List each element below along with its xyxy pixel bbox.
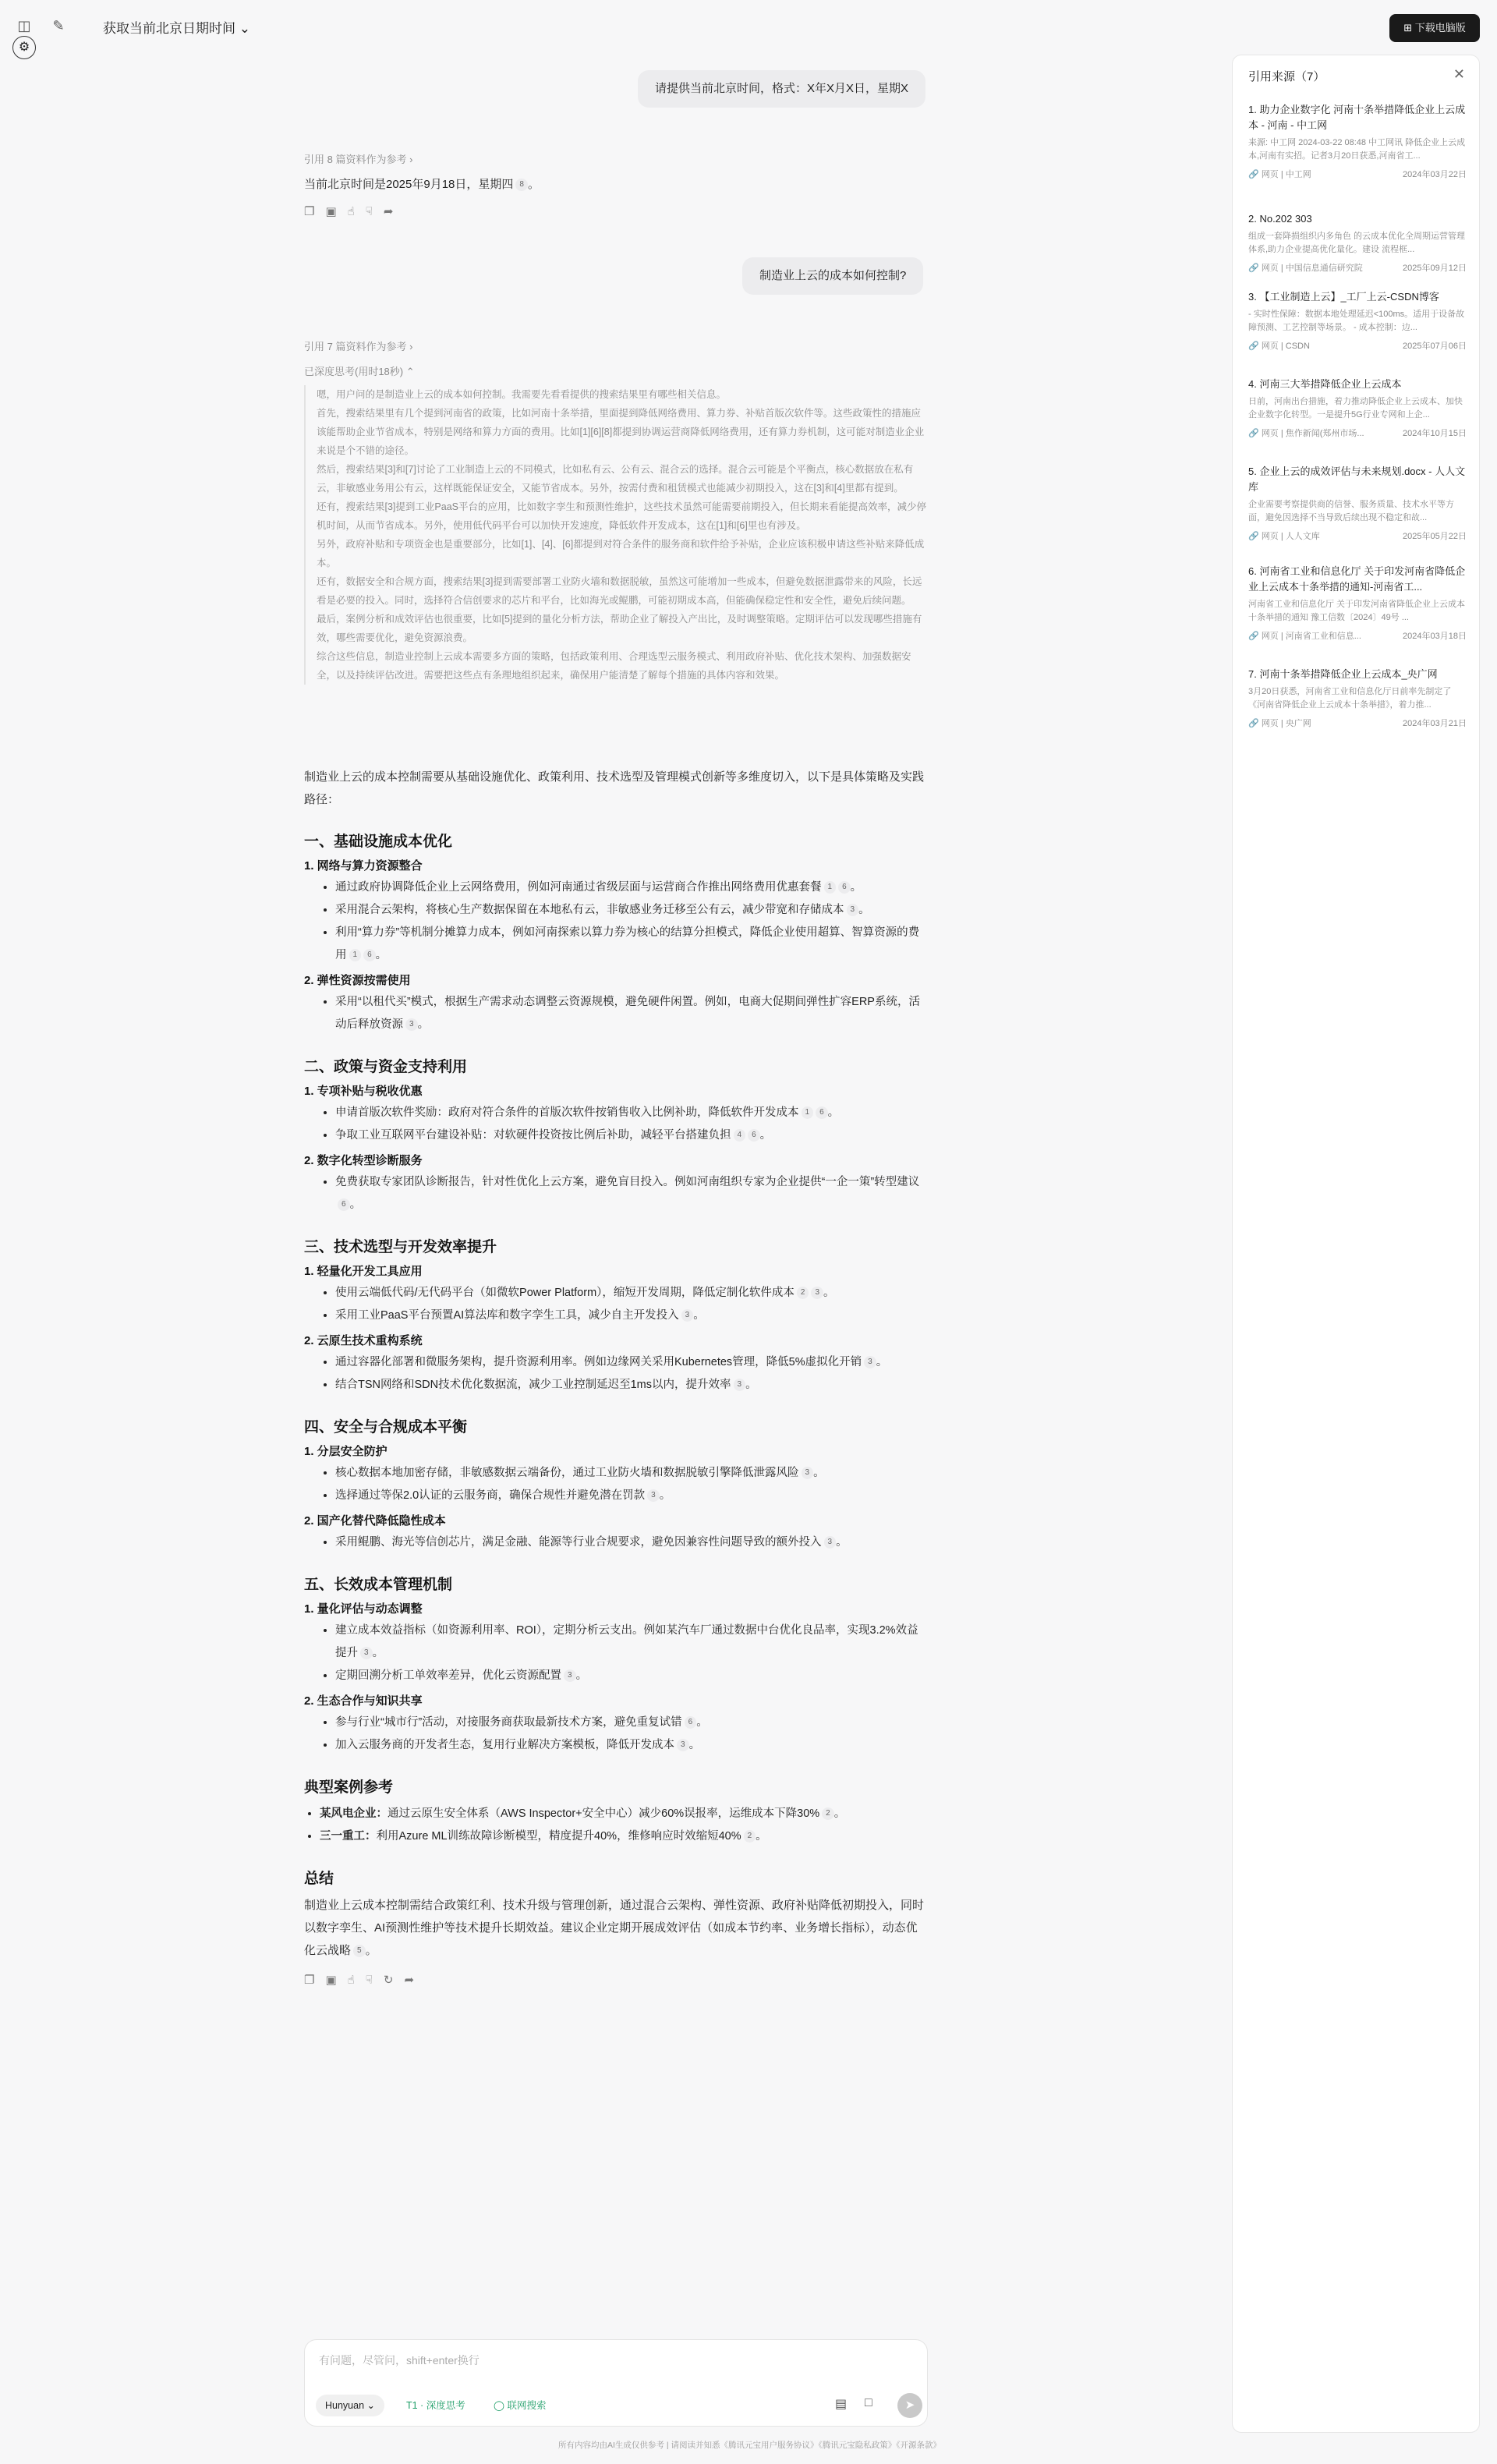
subsection-heading: 2. 生态合作与知识共享: [304, 1694, 423, 1708]
separator: |: [1278, 632, 1286, 641]
regenerate-icon[interactable]: ↻: [383, 1974, 405, 1987]
bullet-list: [304, 1282, 928, 1327]
thinking-process: [304, 385, 928, 685]
chat-input[interactable]: 有问题，尽管问，shift+enter换行: [319, 2354, 480, 2367]
citation-badge[interactable]: 3: [847, 904, 859, 916]
source-date: 2024年10月15日: [1403, 429, 1467, 438]
answer-intro: 制造业上云的成本控制需要从基础设施优化、政策利用、技术选型及管理模式创新等多维度切入，以下是具体策略及实践路径：: [304, 770, 925, 806]
list-item: • 参与行业“城市行”活动，对接服务商获取最新技术方案，避免重复试错 6 。: [335, 1712, 928, 1734]
case-text: 通过云原生安全体系（AWS Inspector+安全中心）减少60%误报率，运维成本下降30%: [388, 1807, 820, 1820]
separator: |: [1278, 429, 1286, 438]
list-item-text: 建立成本效益指标（如资源利用率、ROI），定期分析云支出。例如某汽车厂通过数据中台优化良品率，实现3.2%效益提升: [335, 1624, 918, 1659]
thinking-paragraph: 首先，搜索结果里有几个提到河南省的政策，比如河南十条举措，里面提到降低网络费用、算力券、补贴首版次软件等。这些政策性的措施应该能帮助企业节省成本，特别是网络和算力方面的费用。比如[1][6][8]都提到协调运营商降低网络费用，还有算力券机制，这可能对制造业企业来说是个不错的途径。: [317, 408, 925, 456]
web-search-button[interactable]: ◯ 联网搜索: [494, 2400, 547, 2411]
separator: |: [1278, 170, 1286, 179]
user-message: 制造业上云的成本如何控制?: [742, 257, 923, 295]
copy-icon[interactable]: ❐: [304, 205, 326, 218]
thinking-paragraph: 另外，政府补贴和专项资金也是重要部分，比如[1]、[4]、[6]都提到对符合条件的服务商和软件给予补贴，企业应该积极申请这些补贴来降低成本。: [317, 539, 925, 568]
source-meta: [1248, 261, 1467, 274]
bullet-list: [304, 1462, 928, 1507]
link-icon: 🔗: [1248, 264, 1262, 273]
list-item: • 通过容器化部署和微服务架构，提升资源利用率。例如边缘网关采用Kubernetes管理，降低5%虚拟化开销 3 。: [335, 1351, 928, 1374]
list-item-text: 采用“以租代买”模式，根据生产需求动态调整云资源规模，避免硬件闲置。例如，电商大促期间弹性扩容ERP系统，活动后释放资源: [335, 996, 920, 1031]
source-meta: [1248, 717, 1467, 729]
deep-think-button[interactable]: T1 · 深度思考: [406, 2400, 465, 2411]
source-title[interactable]: 6. 河南省工业和信息化厅 关于印发河南省降低企业上云成本十条举措的通知-河南省工...: [1248, 565, 1466, 593]
sources-title: 引用来源（7）: [1248, 70, 1325, 83]
bullet-list: [304, 876, 928, 967]
thumbs-up-icon[interactable]: ☝: [347, 205, 366, 218]
case-item: • 某风电企业：通过云原生安全体系（AWS Inspector+安全中心）减少60%误报率，运维成本下降30% 2 。: [320, 1803, 928, 1825]
link-icon: 🔗: [1248, 532, 1262, 541]
source-type: 网页: [1261, 264, 1279, 273]
subsection-heading: 1. 轻量化开发工具应用: [304, 1265, 423, 1278]
subsection-heading: 1. 量化评估与动态调整: [304, 1602, 423, 1616]
bullet-list: [304, 1620, 928, 1687]
source-date: 2024年03月21日: [1403, 719, 1467, 728]
thinking-paragraph: 综合这些信息，制造业控制上云成本需要多方面的策略，包括政策利用、合理选型云服务模式、利用政府补贴、优化技术架构、加强数据安全，以及持续评估改进。需要把这些点有条理地组织起来，确保用户能清楚了解每个措施的具体内容和效果。: [317, 651, 911, 681]
subsection-heading: 2. 数字化转型诊断服务: [304, 1154, 423, 1167]
source-item[interactable]: [1248, 564, 1467, 642]
case-name: 三一重工：: [320, 1830, 377, 1843]
section-heading: 五、长效成本管理机制: [304, 1577, 453, 1593]
bullet-list: [304, 1102, 928, 1147]
share-icon[interactable]: ➦: [404, 1974, 426, 1987]
source-title[interactable]: 7. 河南十条举措降低企业上云成本_央广网: [1248, 668, 1438, 680]
bullet-list: [304, 1712, 928, 1757]
source-date: 2025年09月12日: [1403, 264, 1467, 273]
link-icon: 🔗: [1248, 342, 1262, 351]
subsection-heading: 2. 弹性资源按需使用: [304, 974, 411, 987]
list-item-text: 参与行业“城市行”活动，对接服务商获取最新技术方案，避免重复试错: [335, 1716, 682, 1729]
thumbs-down-icon[interactable]: ☟: [365, 205, 384, 218]
link-icon: 🔗: [1248, 632, 1262, 641]
list-item-text: 免费获取专家团队诊断报告，针对性优化上云方案，避免盲目投入。例如河南组织专家为企业提供“一企一策”转型建议: [335, 1176, 920, 1188]
summary-text: 制造业上云成本控制需结合政策红利、技术升级与管理创新，通过混合云架构、弹性资源、政府补贴降低初期投入，同时以数字孪生、AI预测性维护等技术提升长期效益。建议企业定期开展成效评估（如成本节约率、业务增长指标），动态优化云战略 5 。: [304, 1899, 925, 1957]
list-item: • 通过政府协调降低企业上云网络费用，例如河南通过省级层面与运营商合作推出网络费用优惠套餐 1 6 。: [335, 876, 928, 899]
list-item: • 免费获取专家团队诊断报告，针对性优化上云方案，避免盲目投入。例如河南组织专家为企业提供“一企一策”转型建议6 。: [335, 1171, 928, 1216]
chat-input-box[interactable]: [304, 2339, 928, 2427]
image-upload-icon[interactable]: ▤: [835, 2398, 848, 2411]
citation-badge[interactable]: 3: [734, 1379, 746, 1391]
separator: |: [1278, 532, 1286, 541]
list-item: • 利用“算力券”等机制分摊算力成本，例如河南探索以算力券为核心的结算分担模式，降低企业使用超算、智算资源的费用 1 6 。: [335, 922, 928, 967]
source-site: 中工网: [1285, 170, 1311, 179]
citation-badge[interactable]: 6: [816, 1106, 828, 1119]
case-item: • 三一重工：利用Azure ML训练故障诊断模型，精度提升40%，维修响应时效缩短40% 2 。: [320, 1825, 928, 1848]
user-message: 请提供当前北京时间，格式：X年X月X日，星期X: [638, 70, 925, 108]
source-site: 央广网: [1285, 719, 1311, 728]
source-type: 网页: [1261, 632, 1279, 641]
source-type: 网页: [1261, 170, 1279, 179]
thinking-paragraph: 还有，数据安全和合规方面，搜索结果[3]提到需要部署工业防火墙和数据脱敏，虽然这可能增加一些成本，但避免数据泄露带来的风险，长远看是必要的投入。同时，选择符合信创要求的芯片和平台，比如海光或鲲鹏，可能初期成本高，但能确保稳定性和安全性，避免后续问题。: [317, 576, 922, 606]
gear-icon[interactable]: ⚙: [12, 36, 36, 59]
source-meta: [1248, 529, 1467, 542]
source-item[interactable]: [1248, 464, 1467, 542]
source-site: 河南省工业和信息...: [1285, 632, 1361, 641]
citation-badge[interactable]: 5: [353, 1945, 366, 1957]
source-meta: [1248, 629, 1467, 642]
bullet-list: [304, 1171, 928, 1216]
sources-panel: [1232, 55, 1480, 2433]
citation-badge[interactable]: 3: [405, 1018, 418, 1031]
citation-badge[interactable]: 1: [349, 949, 362, 961]
source-type: 网页: [1261, 429, 1279, 438]
source-meta: [1248, 168, 1467, 180]
list-item-text: 使用云端低代码/无代码平台（如微软Power Platform），缩短开发周期，降低定制化软件成本: [335, 1287, 795, 1299]
subsection-heading: 1. 分层安全防护: [304, 1445, 388, 1458]
bullet-list: [304, 1351, 928, 1397]
list-item: • 核心数据本地加密存储，非敏感数据云端备份，通过工业防火墙和数据脱敏引擎降低泄露风险 3 。: [335, 1462, 928, 1485]
answer-actions: [304, 1973, 928, 1987]
windows-icon: ⊞: [1403, 22, 1413, 34]
list-item: • 使用云端低代码/无代码平台（如微软Power Platform），缩短开发周期，降低定制化软件成本 2 3 。: [335, 1282, 928, 1305]
source-snippet: 3月20日获悉，河南省工业和信息化厅日前率先制定了《河南省降低企业上云成本十条举措》，着力推...: [1248, 687, 1452, 710]
source-date: 2024年03月22日: [1403, 170, 1467, 179]
source-item[interactable]: [1248, 102, 1467, 180]
download-desktop-button[interactable]: ⊞ 下载电脑版: [1389, 14, 1480, 42]
source-meta: [1248, 339, 1467, 352]
reference-count[interactable]: 引用 8 篇资料作为参考 ›: [304, 154, 413, 165]
globe-icon: ◯: [494, 2400, 504, 2411]
source-type: 网页: [1261, 532, 1279, 541]
source-site: CSDN: [1285, 342, 1310, 351]
assistant-answer: 当前北京时间是2025年9月18日，星期四 8 。: [304, 178, 540, 191]
source-snippet: 企业需要考察提供商的信誉、服务质量、技术水平等方面，避免因选择不当导致后续出现不稳定和故...: [1248, 500, 1454, 522]
model-selector[interactable]: Hunyuan ⌄: [316, 2395, 384, 2416]
list-item: • 选择通过等保2.0认证的云服务商，确保合规性并避免潜在罚款 3 。: [335, 1485, 928, 1507]
list-item: • 申请首版次软件奖励：政府对符合条件的首版次软件按销售收入比例补助，降低软件开发成本 1 6 。: [335, 1102, 928, 1124]
citation-badge[interactable]: 3: [811, 1287, 823, 1299]
citation-badge[interactable]: 1: [824, 881, 837, 894]
list-item-text: 争取工业互联网平台建设补贴：对软硬件投资按比例后补助，减轻平台搭建负担: [335, 1129, 731, 1142]
deep-think-toggle[interactable]: 已深度思考(用时18秒) ⌃: [304, 366, 415, 377]
list-item: • 采用混合云架构，将核心生产数据保留在本地私有云，非敏感业务迁移至公有云，减少带宽和存储成本 3 。: [335, 899, 928, 922]
source-site: 中国信息通信研究院: [1285, 264, 1363, 273]
source-type: 网页: [1261, 719, 1279, 728]
sidebar-toggle-icon[interactable]: ◫: [17, 18, 31, 34]
new-chat-icon[interactable]: ✎: [52, 18, 65, 34]
section-heading: 三、技术选型与开发效率提升: [304, 1239, 497, 1255]
bullet-list: [304, 991, 928, 1036]
citation-badge[interactable]: 3: [677, 1739, 689, 1751]
list-item: • 加入云服务商的开发者生态，复用行业解决方案模板，降低开发成本 3 。: [335, 1734, 928, 1757]
citation-badge[interactable]: 6: [363, 949, 376, 961]
link-icon: 🔗: [1248, 170, 1262, 179]
thinking-paragraph: 还有，搜索结果[3]提到工业PaaS平台的应用，比如数字孪生和预测性维护，这些技术虽然可能需要前期投入，但长期来看能提高效率，减少停机时间，从而节省成本。另外，使用低代码平台可以加快开发速度，降低软件开发成本，这在[1]和[6]里也有涉及。: [317, 501, 926, 531]
list-item: • 采用鲲鹏、海光等信创芯片，满足金融、能源等行业合规要求，避免因兼容性问题导致的额外投入 3 。: [335, 1531, 928, 1554]
conversation-title[interactable]: 获取当前北京日期时间 ⌄: [103, 21, 250, 36]
answer-actions: [304, 204, 405, 218]
thinking-paragraph: 最后，案例分析和成效评估也很重要，比如[5]提到的量化分析方法，帮助企业了解投入产出比，及时调整策略。定期评估可以发现哪些措施有效，哪些需要优化，避免资源浪费。: [317, 614, 922, 643]
citation-badge[interactable]: 3: [681, 1309, 694, 1322]
list-item: • 采用工业PaaS平台预置AI算法库和数字孪生工具，减少自主开发投入 3 。: [335, 1305, 928, 1327]
list-item-text: 核心数据本地加密存储，非敏感数据云端备份，通过工业防火墙和数据脱敏引擎降低泄露风险: [335, 1467, 799, 1479]
thumbs-down-icon[interactable]: ☟: [365, 1974, 384, 1987]
subsection-heading: 2. 云原生技术重构系统: [304, 1334, 423, 1347]
copy-icon[interactable]: ❐: [304, 1974, 326, 1987]
source-date: 2024年03月18日: [1403, 632, 1467, 641]
assistant-answer: [304, 766, 928, 1987]
source-item[interactable]: [1248, 289, 1467, 352]
source-title[interactable]: 5. 企业上云的成效评估与未来规划.docx - 人人文库: [1248, 466, 1466, 493]
source-item[interactable]: [1248, 377, 1467, 439]
source-snippet: 组成一套降损组织内多角色 的云成本优化全周期运营管理体系,助力企业提高优化量化。建设 流程框...: [1248, 232, 1466, 254]
list-item-text: 加入云服务商的开发者生态，复用行业解决方案模板，降低开发成本: [335, 1739, 674, 1751]
subsection-heading: 1. 专项补贴与税收优惠: [304, 1085, 423, 1098]
share-icon[interactable]: ➦: [383, 205, 405, 218]
source-site: 人人文库: [1285, 532, 1320, 541]
citation-badge[interactable]: 3: [864, 1356, 876, 1368]
source-snippet: 来源: 中工网 2024-03-22 08:48 中工网讯 降低企业上云成本,河南有实招。记者3月20日获悉,河南省工...: [1248, 138, 1466, 161]
citation-badge[interactable]: 2: [822, 1807, 834, 1820]
source-date: 2025年07月06日: [1403, 342, 1467, 351]
list-item-text: 选择通过等保2.0认证的云服务商，确保合规性并避免潜在罚款: [335, 1489, 646, 1502]
citation-badge[interactable]: 3: [802, 1467, 814, 1479]
bookmark-icon[interactable]: ▣: [325, 1974, 348, 1987]
source-item[interactable]: [1248, 211, 1467, 274]
citation-badge[interactable]: 3: [824, 1536, 837, 1549]
list-item: • 建立成本效益指标（如资源利用率、ROI），定期分析云支出。例如某汽车厂通过数据中台优化良品率，实现3.2%效益提升 3 。: [335, 1620, 928, 1665]
section-heading: 二、政策与资金支持利用: [304, 1059, 468, 1075]
footer-disclaimer: 所有内容均由AI生成仅供参考 | 请阅读并知悉《腾讯元宝用户服务协议》《腾讯元宝隐私政策》《开源条款》: [558, 2441, 941, 2450]
separator: |: [1278, 342, 1286, 351]
case-text: 利用Azure ML训练故障诊断模型，精度提升40%，维修响应时效缩短40%: [376, 1830, 741, 1843]
source-date: 2025年05月22日: [1403, 532, 1467, 541]
citation-badge[interactable]: 3: [564, 1669, 576, 1682]
citation-badge[interactable]: 2: [744, 1830, 756, 1843]
source-snippet: - 实时性保障：数据本地处理延迟<100ms。适用于设备故障预测、工艺控制等场景。 - 成本控制：边...: [1248, 310, 1465, 332]
thinking-paragraph: 嗯，用户问的是制造业上云的成本如何控制。我需要先看看提供的搜索结果里有哪些相关信息。: [317, 389, 727, 400]
section-heading: 一、基础设施成本优化: [304, 834, 453, 850]
subsection-heading: 2. 国产化替代降低隐性成本: [304, 1514, 446, 1528]
citation-badge[interactable]: 2: [797, 1287, 809, 1299]
citation-badge[interactable]: 6: [748, 1129, 760, 1142]
citation-badge[interactable]: 6: [838, 881, 851, 894]
list-item-text: 结合TSN网络和SDN技术优化数据流，减少工业控制延迟至1ms以内，提升效率: [335, 1379, 731, 1391]
citation-badge[interactable]: 6: [338, 1198, 350, 1211]
list-item-text: 采用混合云架构，将核心生产数据保留在本地私有云，非敏感业务迁移至公有云，减少带宽和存储成本: [335, 904, 844, 916]
thumbs-up-icon[interactable]: ☝: [347, 1974, 366, 1987]
file-upload-icon[interactable]: □: [865, 2396, 872, 2409]
source-snippet: 日前，河南出台措施，着力推动降低企业上云成本、加快企业数字化转型。一是提升5G行业专网和上企...: [1248, 397, 1463, 420]
list-item: • 结合TSN网络和SDN技术优化数据流，减少工业控制延迟至1ms以内，提升效率 3 。: [335, 1374, 928, 1397]
citation-badge[interactable]: 8: [515, 179, 528, 191]
citation-badge[interactable]: 4: [734, 1129, 746, 1142]
list-item-text: 定期回溯分析工单效率差异，优化云资源配置: [335, 1669, 561, 1682]
bullet-list: [304, 1531, 928, 1554]
reference-count[interactable]: 引用 7 篇资料作为参考 ›: [304, 341, 413, 352]
list-item: • 采用“以租代买”模式，根据生产需求动态调整云资源规模，避免硬件闲置。例如，电商大促期间弹性扩容ERP系统，活动后释放资源 3 。: [335, 991, 928, 1036]
source-snippet: 河南省工业和信息化厅 关于印发河南省降低企业上云成本十条举措的通知 豫工信数〔2024〕49号 ...: [1248, 600, 1466, 622]
source-meta: [1248, 427, 1467, 439]
source-type: 网页: [1261, 342, 1279, 351]
source-title[interactable]: 3. 【工业制造上云】_工厂上云-CSDN博客: [1248, 291, 1439, 303]
thinking-paragraph: 然后，搜索结果[3]和[7]讨论了工业制造上云的不同模式，比如私有云、公有云、混合云的选择。混合云可能是个平衡点，核心数据放在私有云，非敏感业务用公有云，这样既能保证安全，又能节省成本。另外，按需付费和租赁模式也能减少初期投入，这在[3]和[4]里都有提到。: [317, 464, 914, 494]
chevron-down-icon: ⌄: [239, 21, 250, 36]
send-button[interactable]: ➤: [897, 2393, 922, 2418]
list-item-text: 申请首版次软件奖励：政府对符合条件的首版次软件按销售收入比例补助，降低软件开发成本: [335, 1106, 799, 1119]
subsection-heading: 1. 网络与算力资源整合: [304, 859, 423, 873]
separator: |: [1278, 264, 1286, 273]
source-site: 焦作新闻(郑州市场...: [1285, 429, 1364, 438]
citation-badge[interactable]: 3: [360, 1647, 373, 1659]
link-icon: 🔗: [1248, 719, 1262, 728]
section-heading: 四、安全与合规成本平衡: [304, 1419, 468, 1436]
section-heading: 总结: [304, 1871, 334, 1887]
section-heading: 典型案例参考: [304, 1779, 394, 1796]
case-name: 某风电企业：: [320, 1807, 388, 1820]
list-item-text: 采用鲲鹏、海光等信创芯片，满足金融、能源等行业合规要求，避免因兼容性问题导致的额外投入: [335, 1536, 822, 1549]
list-item-text: 通过政府协调降低企业上云网络费用，例如河南通过省级层面与运营商合作推出网络费用优惠套餐: [335, 881, 822, 894]
close-icon[interactable]: ✕: [1453, 66, 1465, 82]
list-item-text: 利用“算力券”等机制分摊算力成本，例如河南探索以算力券为核心的结算分担模式，降低企业使用超算、智算资源的费用: [335, 926, 920, 961]
citation-badge[interactable]: 6: [685, 1716, 697, 1729]
list-item: • 争取工业互联网平台建设补贴：对软硬件投资按比例后补助，减轻平台搭建负担 4 6 。: [335, 1124, 928, 1147]
source-item[interactable]: [1248, 667, 1467, 729]
citation-badge[interactable]: 3: [647, 1489, 660, 1502]
source-title[interactable]: 4. 河南三大举措降低企业上云成本: [1248, 378, 1402, 390]
source-title[interactable]: 1. 助力企业数字化 河南十条举措降低企业上云成本 - 河南 - 中工网: [1248, 104, 1466, 131]
list-item: • 定期回溯分析工单效率差异，优化云资源配置 3 。: [335, 1665, 928, 1687]
list-item-text: 采用工业PaaS平台预置AI算法库和数字孪生工具，减少自主开发投入: [335, 1309, 679, 1322]
citation-badge[interactable]: 1: [802, 1106, 814, 1119]
list-item-text: 通过容器化部署和微服务架构，提升资源利用率。例如边缘网关采用Kubernetes管理，降低5%虚拟化开销: [335, 1356, 862, 1368]
link-icon: 🔗: [1248, 429, 1262, 438]
source-title[interactable]: 2. No.202 303: [1248, 213, 1312, 225]
separator: |: [1278, 719, 1286, 728]
bookmark-icon[interactable]: ▣: [325, 205, 348, 218]
